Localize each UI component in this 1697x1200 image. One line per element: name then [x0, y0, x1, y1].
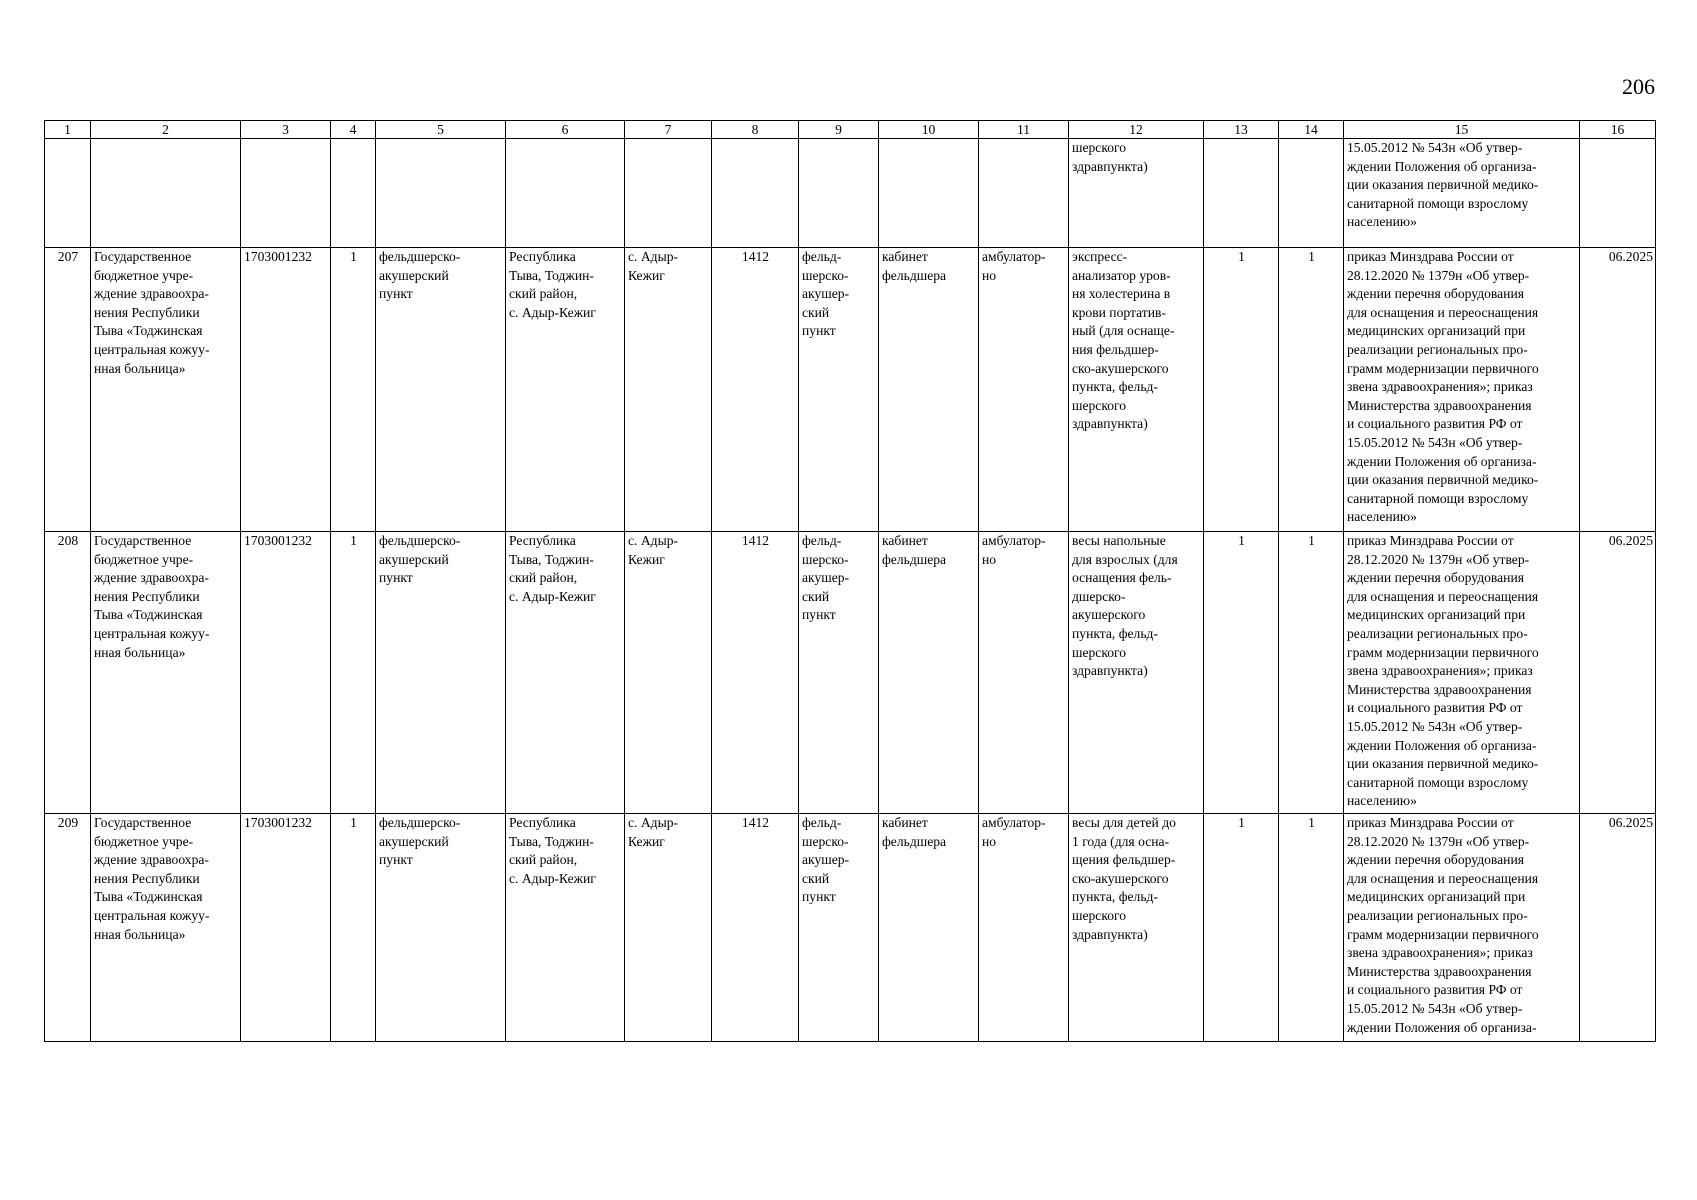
table-cell: [625, 139, 712, 248]
column-number: 5: [376, 121, 506, 139]
table-cell: [45, 139, 91, 248]
row-number-cell: 209: [45, 814, 91, 1042]
column-number: 1: [45, 121, 91, 139]
table-cell: [331, 139, 376, 248]
column-number: 9: [799, 121, 879, 139]
table-cell: [879, 139, 979, 248]
equipment-description-cell: экспресс- анализатор уров- ня холестерина в крови портатив- ный (для оснаще- ния фельдшер- ско-акушерского пункта, фельд- шерского здравпункта): [1069, 248, 1204, 532]
room-cell: кабинет фельдшера: [879, 532, 979, 814]
legal-basis-cell: приказ Минздрава России от 28.12.2020 № 1379н «Об утвер- ждении перечня оборудования для оснащения и переоснащения медицинских организаций при реализации региональных про- грамм модернизации первичного звена здравоохранения»; приказ Министерства здравоохранения и социального развития РФ от 15.05.2012 № 543н «Об утвер- ждении Положения об организа- ции оказания первичной медико- санитарной помощи взрослому населению»: [1344, 532, 1580, 814]
address-cell: Республика Тыва, Тоджин- ский район, с. Адыр-Кежиг: [506, 532, 625, 814]
room-cell: кабинет фельдшера: [879, 814, 979, 1042]
population-cell: 1412: [712, 248, 799, 532]
date-cell: 06.2025: [1580, 814, 1656, 1042]
count-cell: 1: [331, 532, 376, 814]
legal-basis-cell: приказ Минздрава России от 28.12.2020 № 1379н «Об утвер- ждении перечня оборудования для оснащения и переоснащения медицинских организаций при реализации региональных про- грамм модернизации первичного звена здравоохранения»; приказ Министерства здравоохранения и социального развития РФ от 15.05.2012 № 543н «Об утвер- ждении Положения об организа- ции оказания первичной медико- санитарной помощи взрослому населению»: [1344, 248, 1580, 532]
legal-basis-cell: приказ Минздрава России от 28.12.2020 № 1379н «Об утвер- ждении перечня оборудования для оснащения и переоснащения медицинских организаций при реализации региональных про- грамм модернизации первичного звена здравоохранения»; приказ Министерства здравоохранения и социального развития РФ от 15.05.2012 № 543н «Об утвер- ждении Положения об организа-: [1344, 814, 1580, 1042]
table-cell: [1204, 139, 1279, 248]
column-number: 10: [879, 121, 979, 139]
quantity-cell: 1: [1204, 248, 1279, 532]
care-conditions-cell: амбулатор- но: [979, 248, 1069, 532]
institution-cell: Государственное бюджетное учре- ждение здравоохра- нения Республики Тыва «Тоджинская центральная кожуу- нная больница»: [91, 248, 241, 532]
table-cell: [1580, 139, 1656, 248]
quantity-cell: 1: [1279, 532, 1344, 814]
locality-cell: с. Адыр- Кежиг: [625, 814, 712, 1042]
equipment-description-cell: шерского здравпункта): [1069, 139, 1204, 248]
column-number: 15: [1344, 121, 1580, 139]
table-cell: [376, 139, 506, 248]
quantity-cell: 1: [1279, 248, 1344, 532]
column-number: 2: [91, 121, 241, 139]
subdivision-cell: фельд- шерско- акушер- ский пункт: [799, 814, 879, 1042]
row-number-cell: 208: [45, 532, 91, 814]
date-cell: 06.2025: [1580, 248, 1656, 532]
table-cell: [799, 139, 879, 248]
room-cell: кабинет фельдшера: [879, 248, 979, 532]
locality-cell: с. Адыр- Кежиг: [625, 532, 712, 814]
quantity-cell: 1: [1204, 532, 1279, 814]
equipment-description-cell: весы напольные для взрослых (для оснащения фель- дшерско- акушерского пункта, фельд- шерского здравпункта): [1069, 532, 1204, 814]
population-cell: 1412: [712, 814, 799, 1042]
column-number: 12: [1069, 121, 1204, 139]
inn-cell: 1703001232: [241, 814, 331, 1042]
locality-cell: с. Адыр- Кежиг: [625, 248, 712, 532]
population-cell: 1412: [712, 532, 799, 814]
date-cell: 06.2025: [1580, 532, 1656, 814]
column-number: 13: [1204, 121, 1279, 139]
column-number: 14: [1279, 121, 1344, 139]
column-number: 8: [712, 121, 799, 139]
count-cell: 1: [331, 248, 376, 532]
continuation-row: [45, 139, 1656, 248]
page-number: 206: [1622, 74, 1655, 99]
equipment-description-cell: весы для детей до 1 года (для осна- щения фельдшер- ско-акушерского пункта, фельд- шерского здравпункта): [1069, 814, 1204, 1042]
facility-type-cell: фельдшерско- акушерский пункт: [376, 814, 506, 1042]
table-row: [45, 248, 1656, 532]
column-number: 3: [241, 121, 331, 139]
column-number-row: [45, 121, 1656, 139]
institution-cell: Государственное бюджетное учре- ждение здравоохра- нения Республики Тыва «Тоджинская центральная кожуу- нная больница»: [91, 814, 241, 1042]
quantity-cell: 1: [1279, 814, 1344, 1042]
table-cell: [241, 139, 331, 248]
column-number: 7: [625, 121, 712, 139]
legal-basis-cell: 15.05.2012 № 543н «Об утвер- ждении Положения об организа- ции оказания первичной медико- санитарной помощи взрослому населению»: [1344, 139, 1580, 248]
table-cell: [712, 139, 799, 248]
row-number-cell: 207: [45, 248, 91, 532]
table-cell: [506, 139, 625, 248]
care-conditions-cell: амбулатор- но: [979, 532, 1069, 814]
facility-type-cell: фельдшерско- акушерский пункт: [376, 248, 506, 532]
facility-type-cell: фельдшерско- акушерский пункт: [376, 532, 506, 814]
column-number: 16: [1580, 121, 1656, 139]
count-cell: 1: [331, 814, 376, 1042]
care-conditions-cell: амбулатор- но: [979, 814, 1069, 1042]
table-row: [45, 814, 1656, 1042]
inn-cell: 1703001232: [241, 248, 331, 532]
inn-cell: 1703001232: [241, 532, 331, 814]
table-row: [45, 532, 1656, 814]
table-cell: [1279, 139, 1344, 248]
column-number: 4: [331, 121, 376, 139]
table-cell: [979, 139, 1069, 248]
equipment-registry-table: [44, 120, 1656, 1042]
subdivision-cell: фельд- шерско- акушер- ский пункт: [799, 248, 879, 532]
address-cell: Республика Тыва, Тоджин- ский район, с. Адыр-Кежиг: [506, 248, 625, 532]
address-cell: Республика Тыва, Тоджин- ский район, с. Адыр-Кежиг: [506, 814, 625, 1042]
column-number: 11: [979, 121, 1069, 139]
quantity-cell: 1: [1204, 814, 1279, 1042]
column-number: 6: [506, 121, 625, 139]
institution-cell: Государственное бюджетное учре- ждение здравоохра- нения Республики Тыва «Тоджинская центральная кожуу- нная больница»: [91, 532, 241, 814]
subdivision-cell: фельд- шерско- акушер- ский пункт: [799, 532, 879, 814]
table-cell: [91, 139, 241, 248]
